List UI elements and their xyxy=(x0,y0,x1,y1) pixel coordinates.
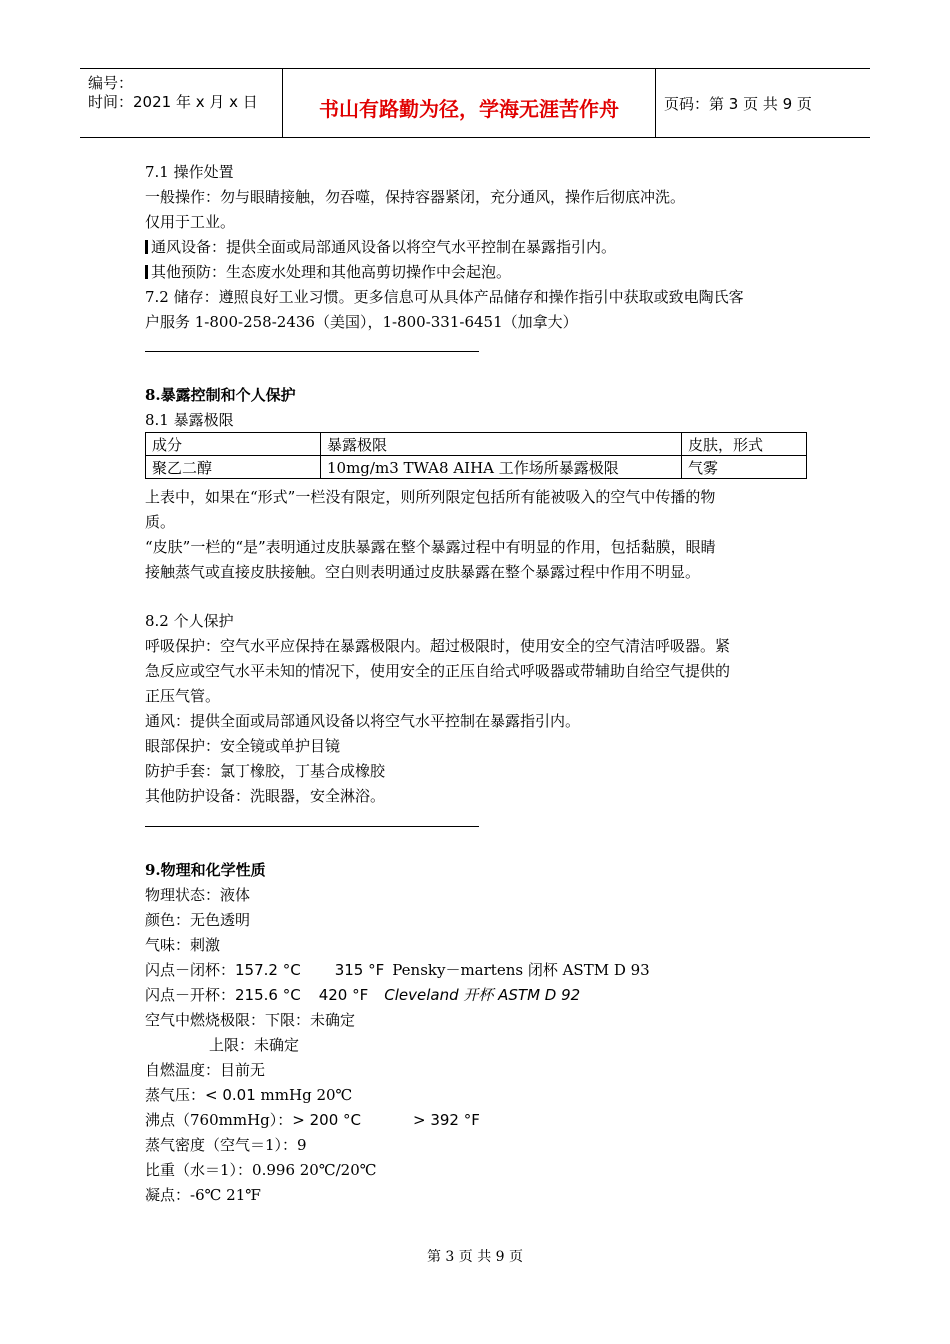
section-9-title: 9.物理和化学性质 xyxy=(145,861,266,879)
odor-line: 气味：刺激 xyxy=(145,936,221,954)
table-header-row xyxy=(146,433,807,456)
storage-line-1: 7.2 储存：遵照良好工业习惯。更多信息可从具体产品储存和操作指引中获取或致电陶氏客 xyxy=(145,288,744,306)
ventilation-line: 通风：提供全面或局部通风设备以将空气水平控制在暴露指引内。 xyxy=(145,712,581,730)
flammability-lower: 空气中燃烧极限：下限：未确定 xyxy=(145,1011,356,1029)
table-cell: 10mg/m3 TWA8 AIHA 工作场所暴露极限 xyxy=(321,456,682,479)
gloves-line: 防护手套：氯丁橡胶，丁基合成橡胶 xyxy=(145,762,386,780)
divider xyxy=(145,826,479,827)
bullet-icon xyxy=(145,265,148,279)
general-handling: 一般操作：勿与眼睛接触，勿吞噬，保持容器紧闭，充分通风，操作后彻底冲洗。 xyxy=(145,188,686,206)
header-motto-cell xyxy=(283,69,656,137)
note-skin-line-1: “皮肤”一栏的“是”表明通过皮肤暴露在整个暴露过程中有明显的作用，包括黏膜，眼睛 xyxy=(145,538,716,556)
vapor-pressure: 蒸气压：< 0.01 mmHg 20℃ xyxy=(145,1086,353,1104)
freezing-point: 凝点：-6℃ 21℉ xyxy=(145,1186,261,1204)
ventilation-item: 通风设备：提供全面或局部通风设备以将空气水平控制在暴露指引内。 xyxy=(145,237,616,257)
industrial-use-note: 仅用于工业。 xyxy=(145,213,236,231)
motto: 书山有路勤为径，学海无涯苦作舟 xyxy=(319,97,619,121)
bullet-icon xyxy=(145,240,148,254)
other-prevention-item: 其他预防：生态废水处理和其他高剪切操作中会起泡。 xyxy=(145,262,511,282)
other-equipment-line: 其他防护设备：洗眼器，安全淋浴。 xyxy=(145,787,386,805)
vapor-density: 蒸气密度（空气＝1）：9 xyxy=(145,1136,307,1154)
respiratory-line-2: 急反应或空气水平未知的情况下，使用安全的正压自给式呼吸器或带辅助自给空气提供的 xyxy=(145,662,731,680)
storage-line-2: 户服务 1-800-258-2436（美国），1-800-331-6451（加拿大） xyxy=(145,313,578,331)
section-8-1-title: 8.1 暴露极限 xyxy=(145,411,234,429)
section-8-2-title: 8.2 个人保护 xyxy=(145,612,234,630)
table-header-cell: 成分 xyxy=(146,433,321,456)
table-row xyxy=(146,456,807,479)
eye-protection-line: 眼部保护：安全镜或单护目镜 xyxy=(145,737,341,755)
header-info-cell xyxy=(80,69,283,137)
section-8-title: 8.暴露控制和个人保护 xyxy=(145,386,296,404)
section-7-1-title: 7.1 操作处置 xyxy=(145,163,234,181)
flash-point-closed: 闪点－闭杯：157.2 °C 315 °F Pensky－martens 闭杯 ASTM D 93 xyxy=(145,961,650,979)
table-cell: 聚乙二醇 xyxy=(146,456,321,479)
exposure-limit-table xyxy=(145,432,807,479)
respiratory-line-1: 呼吸保护：空气水平应保持在暴露极限内。超过极限时，使用安全的空气清洁呼吸器。紧 xyxy=(145,637,731,655)
table-header-cell: 暴露极限 xyxy=(321,433,682,456)
flammability-upper: 上限：未确定 xyxy=(209,1036,300,1054)
time-label: 时间：2021 年 x 月 x 日 xyxy=(88,93,258,111)
table-cell: 气雾 xyxy=(682,456,807,479)
physical-state: 物理状态：液体 xyxy=(145,886,251,904)
note-skin-line-2: 接触蒸气或直接皮肤接触。空白则表明通过皮肤暴露在整个暴露过程中作用不明显。 xyxy=(145,563,701,581)
boiling-point: 沸点（760mmHg）：> 200 °C > 392 °F xyxy=(145,1111,480,1129)
flash-point-open: 闪点－开杯：215.6 °C 420 °F Cleveland 开杯 ASTM D 92 xyxy=(145,986,581,1004)
page-indicator: 页码：第 3 页 共 9 页 xyxy=(664,95,812,113)
respiratory-line-3: 正压气管。 xyxy=(145,687,221,705)
table-header-cell: 皮肤，形式 xyxy=(682,433,807,456)
page-header xyxy=(80,68,870,138)
note-form-line-1: 上表中，如果在“形式”一栏没有限定，则所列限定包括所有能被吸入的空气中传播的物 xyxy=(145,488,716,506)
specific-gravity: 比重（水＝1）：0.996 20℃/20℃ xyxy=(145,1161,377,1179)
number-label: 编号： xyxy=(88,74,134,92)
note-form-line-2: 质。 xyxy=(145,513,176,531)
page-footer: 第 3 页 共 9 页 xyxy=(426,1249,524,1265)
color-line: 颜色：无色透明 xyxy=(145,911,251,929)
autoignition: 自燃温度：目前无 xyxy=(145,1061,266,1079)
divider xyxy=(145,351,479,352)
